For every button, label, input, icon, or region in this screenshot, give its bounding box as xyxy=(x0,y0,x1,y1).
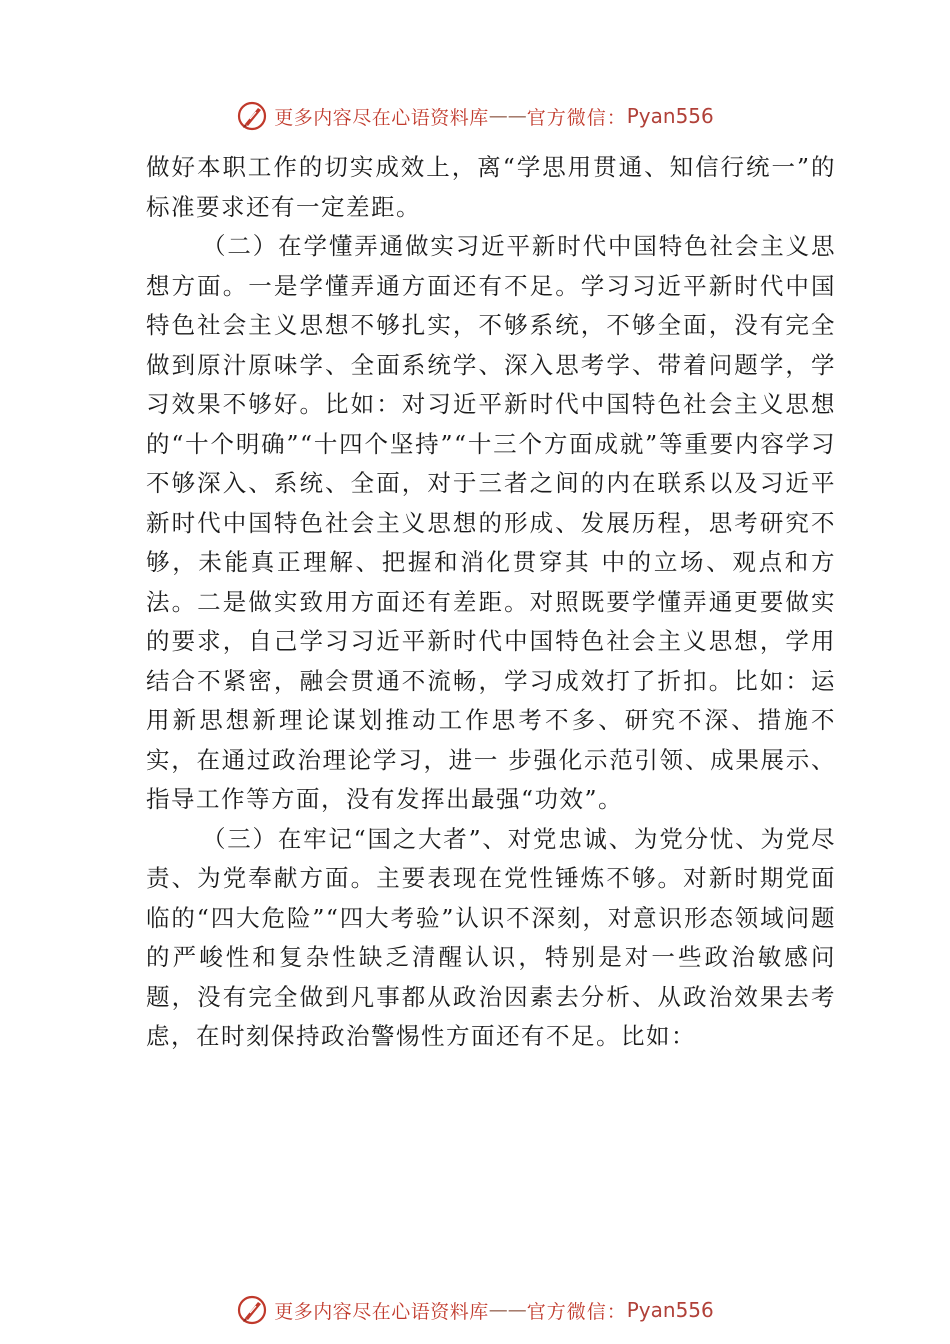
watermark-separator: —— xyxy=(488,105,527,127)
watermark-wechat-id: Pyan556 xyxy=(626,104,714,128)
paragraph-section-three: （三）在牢记“国之大者”、对党忠诚、为党分忧、为党尽责、为党奉献方面。主要表现在党性锤炼不够。对新时期党面临的“四大危险”“四大考验”认识不深刻，对意识形态领域问题的严峻性和复杂性缺乏清醒认识，特别是对一些政治敏感问题，没有完全做到凡事都从政治因素去分析、从政治效果去考虑，在时刻保持政治警惕性方面还有不足。比如： xyxy=(146,824,836,1050)
watermark-wechat-label: 官方微信： xyxy=(526,106,627,129)
paragraph-section-two: （二）在学懂弄通做实习近平新时代中国特色社会主义思想方面。一是学懂弄通方面还有不足。学习习近平新时代中国特色社会主义思想不够扎实，不够系统，不够全面，没有完全做到原汁原味学、全面系统学、深入思考学、带着问题学，学习效果不够好。比如：对习近平新时代中国特色社会主义思想的“十个明确”“十四个坚持”“十三个方面成就”等重要内容学习不够深入、系统、全面，对于三者之间的内在联系以及习近平新时代中国特色社会主义思想的形成、发展历程，思考研究不够，未能真正理解、把握和消化贯穿其 中的立场、观点和方法。二是做实致用方面还有差距。对照既要学懂弄通更要做实的要求，自己学习习近平新时代中国特色社会主义思想，学用结合不紧密，融会贯通不流畅，学习成效打了折扣。比如：运用新思想新理论谋划推动工作思考不多、研究不深、措施不实，在通过政治理论学习，进一 步强化示范引领、成果展示、指导工作等方面，没有发挥出最强“功效”。 xyxy=(146,232,836,813)
header-watermark xyxy=(0,96,950,136)
watermark-site-name: 更多内容尽在心语资料库 xyxy=(274,1300,489,1323)
paragraph-continuation: 做好本职工作的切实成效上，离“学思用贯通、知信行统一”的标准要求还有一定差距。 xyxy=(146,153,836,221)
footer-watermark xyxy=(0,1290,950,1330)
watermark-wechat-label: 官方微信： xyxy=(526,1300,627,1323)
watermark-site-name: 更多内容尽在心语资料库 xyxy=(274,106,489,129)
quill-pen-logo-icon xyxy=(236,100,268,132)
watermark-wechat-id: Pyan556 xyxy=(626,1298,714,1322)
quill-pen-logo-icon xyxy=(236,1294,268,1326)
watermark-separator: —— xyxy=(488,1299,527,1321)
document-body xyxy=(146,148,836,1057)
